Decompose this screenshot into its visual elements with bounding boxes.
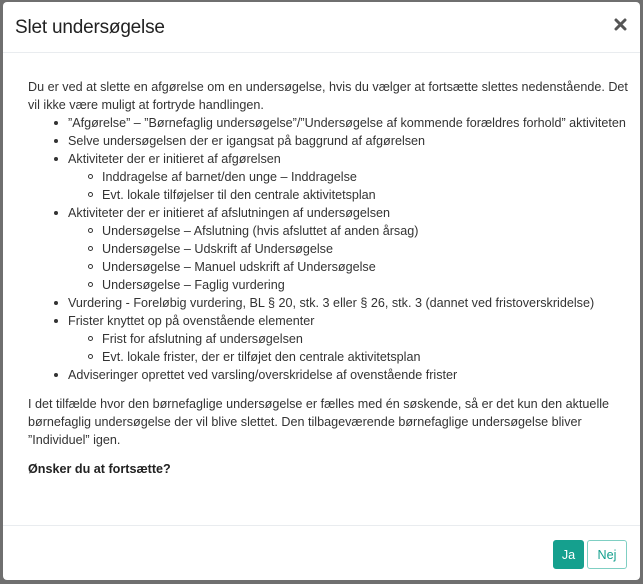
intro-text: Du er ved at slette en afgørelse om en undersøgelse, hvis du vælger at fortsætte slettes nedenstående. Det vil ikke være muligt at fortryde handlingen.	[28, 80, 628, 112]
sub-list-item: Evt. lokale tilføjelser til den centrale aktivitetsplan	[86, 186, 628, 204]
sub-list-item: Frist for afslutning af undersøgelsen	[86, 330, 628, 348]
yes-button[interactable]: Ja	[553, 540, 584, 569]
confirm-question: Ønsker du at fortsætte?	[28, 462, 171, 476]
sub-list-item: Undersøgelse – Udskrift af Undersøgelse	[86, 240, 628, 258]
list-item-label: Frister knyttet op på ovenstående elementer	[68, 314, 315, 328]
list-item	[52, 366, 628, 384]
list-item-label: Adviseringer oprettet ved varsling/overskridelse af ovenstående frister	[68, 368, 458, 382]
sub-list	[68, 168, 628, 204]
list-item	[52, 204, 628, 294]
close-icon	[614, 18, 627, 31]
sibling-note: I det tilfælde hvor den børnefaglige undersøgelse er fælles med én søskende, så er det kun den aktuelle børnefaglig undersøgelse der vil blive slettet. Den tilbageværende børnefaglige undersøgelse bliver ”Individuel” igen.	[28, 397, 610, 447]
list-item	[52, 294, 628, 312]
delete-investigation-dialog	[3, 2, 640, 580]
dialog-header	[3, 2, 640, 53]
list-item-label: Aktiviteter der er initieret af afslutningen af undersøgelsen	[68, 206, 391, 220]
sub-list-item: Inddragelse af barnet/den unge – Inddragelse	[86, 168, 628, 186]
sub-list	[68, 222, 628, 294]
sub-list	[68, 330, 628, 366]
list-item	[52, 114, 628, 132]
list-item-label: Vurdering - Foreløbig vurdering, BL § 20, stk. 3 eller § 26, stk. 3 (dannet ved fristoverskridelse)	[68, 296, 595, 310]
dialog-body	[28, 78, 628, 478]
list-item-label: Aktiviteter der er initieret af afgørelsen	[68, 152, 281, 166]
list-item-label: ”Afgørelse” – ”Børnefaglig undersøgelse”/”Undersøgelse af kommende forældres forhold” aktiviteten	[68, 116, 626, 130]
sub-list-item: Evt. lokale frister, der er tilføjet den centrale aktivitetsplan	[86, 348, 628, 366]
list-item	[52, 312, 628, 366]
list-item	[52, 150, 628, 204]
dialog-title: Slet undersøgelse	[15, 17, 165, 38]
list-item	[52, 132, 628, 150]
list-item-label: Selve undersøgelsen der er igangsat på baggrund af afgørelsen	[68, 134, 426, 148]
dialog-footer	[3, 525, 640, 580]
sub-list-item: Undersøgelse – Manuel udskrift af Undersøgelse	[86, 258, 628, 276]
sub-list-item: Undersøgelse – Faglig vurdering	[86, 276, 628, 294]
sub-list-item: Undersøgelse – Afslutning (hvis afsluttet af anden årsag)	[86, 222, 628, 240]
no-button[interactable]: Nej	[587, 540, 627, 569]
close-button[interactable]	[611, 15, 629, 33]
deletion-list	[28, 114, 628, 384]
